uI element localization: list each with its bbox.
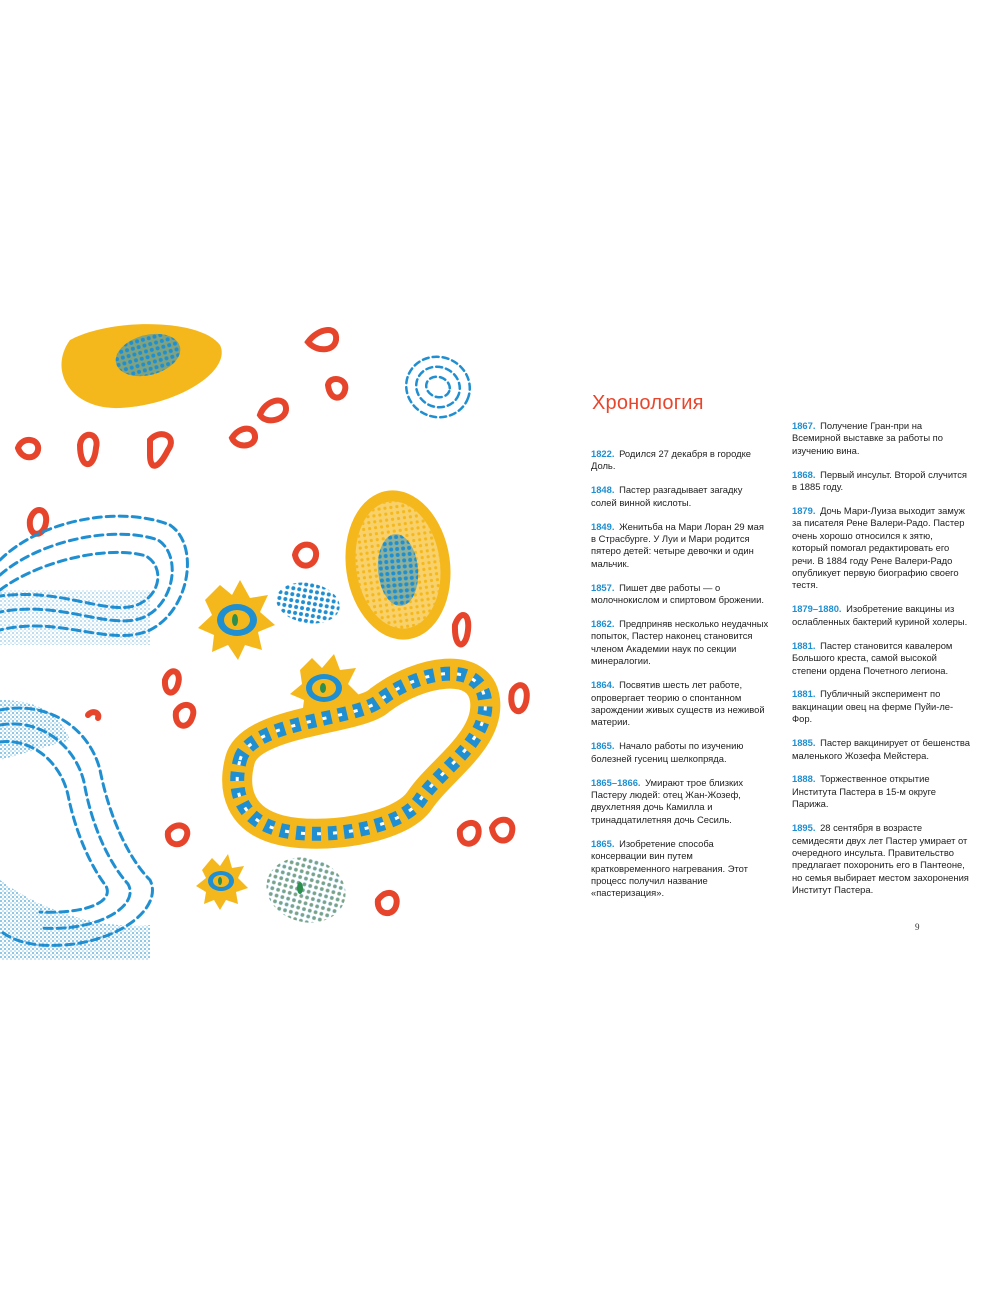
- dotted-oval-bottom: [259, 849, 353, 932]
- timeline-entry: [792, 420, 970, 457]
- timeline-text: Пастер становится кавалером Большого креста, самой высокой степени ордена Почетного легиона.: [792, 639, 953, 676]
- zigzag-worm: [237, 674, 485, 834]
- timeline-entry: [792, 737, 970, 762]
- timeline-entry: [792, 469, 970, 494]
- timeline-text: Получение Гран-при на Всемирной выставке за работы по изучению вина.: [792, 420, 943, 456]
- timeline-entry: [792, 822, 970, 896]
- blue-dashed-oval: [398, 348, 479, 426]
- timeline-text: Начало работы по изучению болезней гусениц шелкопряда.: [591, 740, 744, 764]
- timeline-year: 1879.: [792, 505, 816, 517]
- chronology-left-column: [591, 448, 769, 911]
- timeline-entry: [591, 740, 769, 765]
- timeline-year: 1868.: [792, 468, 816, 480]
- timeline-text: Предприняв несколько неудачных попыток, Пастер наконец становится членом Академии наук по секции минералогии.: [591, 618, 769, 667]
- timeline-text: Родился 27 декабря в городке Доль.: [591, 448, 751, 472]
- spiky-cell-left: [198, 580, 275, 660]
- timeline-entry: [591, 521, 769, 571]
- timeline-entry: [792, 640, 970, 677]
- timeline-year: 1865.: [591, 740, 615, 752]
- timeline-text: Женитьба на Мари Лоран 29 мая в Страсбурге. У Луи и Мари родится пятеро детей: четыре девочки и один мальчик.: [591, 520, 764, 569]
- spiky-cell-small: [196, 854, 248, 910]
- timeline-year: 1865.: [591, 837, 615, 849]
- timeline-year: 1864.: [591, 679, 615, 691]
- timeline-year: 1857.: [591, 581, 615, 593]
- timeline-text: Пастер разгадывает загадку солей винной кислоты.: [591, 484, 743, 508]
- timeline-year: 1881.: [792, 639, 816, 651]
- timeline-entry: [591, 618, 769, 668]
- timeline-entry: [591, 777, 769, 827]
- timeline-text: Пастер вакцинирует от бешенства маленького Жозефа Мейстера.: [792, 737, 971, 761]
- timeline-entry: [792, 603, 970, 628]
- timeline-year: 1895.: [792, 822, 816, 834]
- timeline-text: Дочь Мари-Луиза выходит замуж за писателя Рене Валери-Радо. Пастер очень хорошо относился к зятю, который помогал редактировать его речи. В 1884 году Рене Валери-Радо опубликует первую биографию своего тестя.: [792, 505, 965, 591]
- timeline-entry: [792, 773, 970, 810]
- timeline-entry: [591, 448, 769, 473]
- timeline-text: Торжественное открытие Института Пастера в 15-м округе Парижа.: [792, 773, 937, 810]
- timeline-text: Публичный эксперимент по вакцинации овец на ферме Пуйи-ле-Фор.: [792, 688, 954, 725]
- page-number: 9: [915, 922, 920, 932]
- timeline-year: 1865–1866.: [591, 776, 641, 788]
- microbes-illustration: [0, 315, 560, 960]
- timeline-text: 28 сентября в возрасте семидесяти двух лет Пастер умирает от очередного инсульта. Правительство предлагает похоронить его в Пантеоне, но семья выбирает местом захоронения Институт Пастера.: [792, 822, 969, 896]
- timeline-text: Посвятив шесть лет работе, опровергает теорию о спонтанном зарождении живых существ из неживой материи.: [591, 679, 765, 728]
- timeline-year: 1862.: [591, 618, 615, 630]
- chronology-heading: Хронология: [592, 392, 704, 414]
- yellow-cell-top: [61, 324, 221, 408]
- timeline-year: 1822.: [591, 448, 615, 459]
- timeline-year: 1867.: [792, 420, 816, 431]
- timeline-entry: [591, 582, 769, 607]
- timeline-year: 1881.: [792, 688, 816, 700]
- timeline-entry: [591, 484, 769, 509]
- timeline-year: 1879–1880.: [792, 603, 842, 615]
- timeline-entry: [591, 679, 769, 729]
- yellow-cell-center: [336, 483, 460, 646]
- timeline-year: 1848.: [591, 484, 615, 496]
- blue-dot-cluster: [273, 578, 343, 629]
- chronology-right-column: [792, 420, 970, 908]
- timeline-text: Изобретение способа консервации вин путем кратковременного нагревания. Этот процесс получил название «пастеризация».: [591, 837, 748, 899]
- timeline-text: Пишет две работы — о молочнокислом и спиртовом брожении.: [591, 581, 765, 606]
- timeline-entry: [792, 688, 970, 725]
- timeline-text: Умирают трое близких Пастеру людей: отец Жан-Жозеф, двухлетняя дочь Камилла и тринадцатилетняя дочь Сесиль.: [591, 776, 744, 825]
- timeline-text: Первый инсульт. Второй случится в 1885 году.: [792, 468, 968, 493]
- timeline-text: Изобретение вакцины из ослабленных бактерий куриной холеры.: [792, 603, 968, 627]
- timeline-entry: [792, 505, 970, 592]
- timeline-year: 1885.: [792, 737, 816, 749]
- timeline-year: 1888.: [792, 773, 816, 785]
- timeline-year: 1849.: [591, 520, 615, 532]
- timeline-entry: [591, 838, 769, 900]
